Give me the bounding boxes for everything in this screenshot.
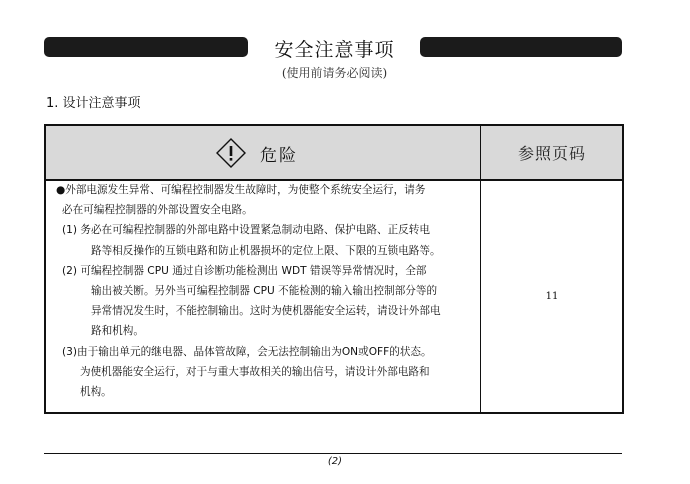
content-line: 路等相反操作的互锁电路和防止机器损坏的定位上限、下限的互锁电路等。 xyxy=(91,244,441,257)
page-subtitle: (使用前请务必阅读) xyxy=(281,66,388,80)
content-line: 必在可编程控制器的外部设置安全电路。 xyxy=(62,204,253,217)
section-heading: 1. 设计注意事项 xyxy=(46,96,141,111)
ref-page-value: 11 xyxy=(545,291,559,302)
content-line: (3)由于输出单元的继电器、晶体管故障，会无法控制输出为ON或OFF的状态。 xyxy=(62,345,432,358)
ref-page-header: 参照页码 xyxy=(517,144,586,163)
title-bar-right xyxy=(420,37,622,57)
danger-content xyxy=(56,180,476,402)
content-line: 输出被关断。另外当可编程控制器 CPU 不能检测的输入输出控制部分等的 xyxy=(91,284,438,297)
warning-diamond-icon xyxy=(216,138,246,168)
content-line: ●外部电源发生异常、可编程控制器发生故障时，为使整个系统安全运行，请务 xyxy=(56,184,426,196)
footer-rule xyxy=(44,453,622,454)
precautions-table xyxy=(44,124,624,414)
title-bar-left xyxy=(44,37,248,57)
content-line: 机构。 xyxy=(80,385,112,398)
content-line: 异常情况发生时，不能控制输出。这时为使机器能安全运转，请设计外部电 xyxy=(91,305,441,318)
danger-header xyxy=(216,138,298,168)
page-title: 安全注意事项 xyxy=(274,39,395,61)
content-line: (1) 务必在可编程控制器的外部电路中设置紧急制动电路、保护电路、正反转电 xyxy=(62,224,430,237)
content-line: 路和机构。 xyxy=(91,325,144,338)
content-line: (2) 可编程控制器 CPU 通过自诊断功能检测出 WDT 错误等异常情况时，全部 xyxy=(62,264,427,277)
page-number: (2) xyxy=(327,456,343,467)
column-divider xyxy=(480,126,481,412)
danger-label: 危险 xyxy=(260,145,298,166)
content-line: 为使机器能安全运行，对于与重大事故相关的输出信号，请设计外部电路和 xyxy=(80,365,430,378)
